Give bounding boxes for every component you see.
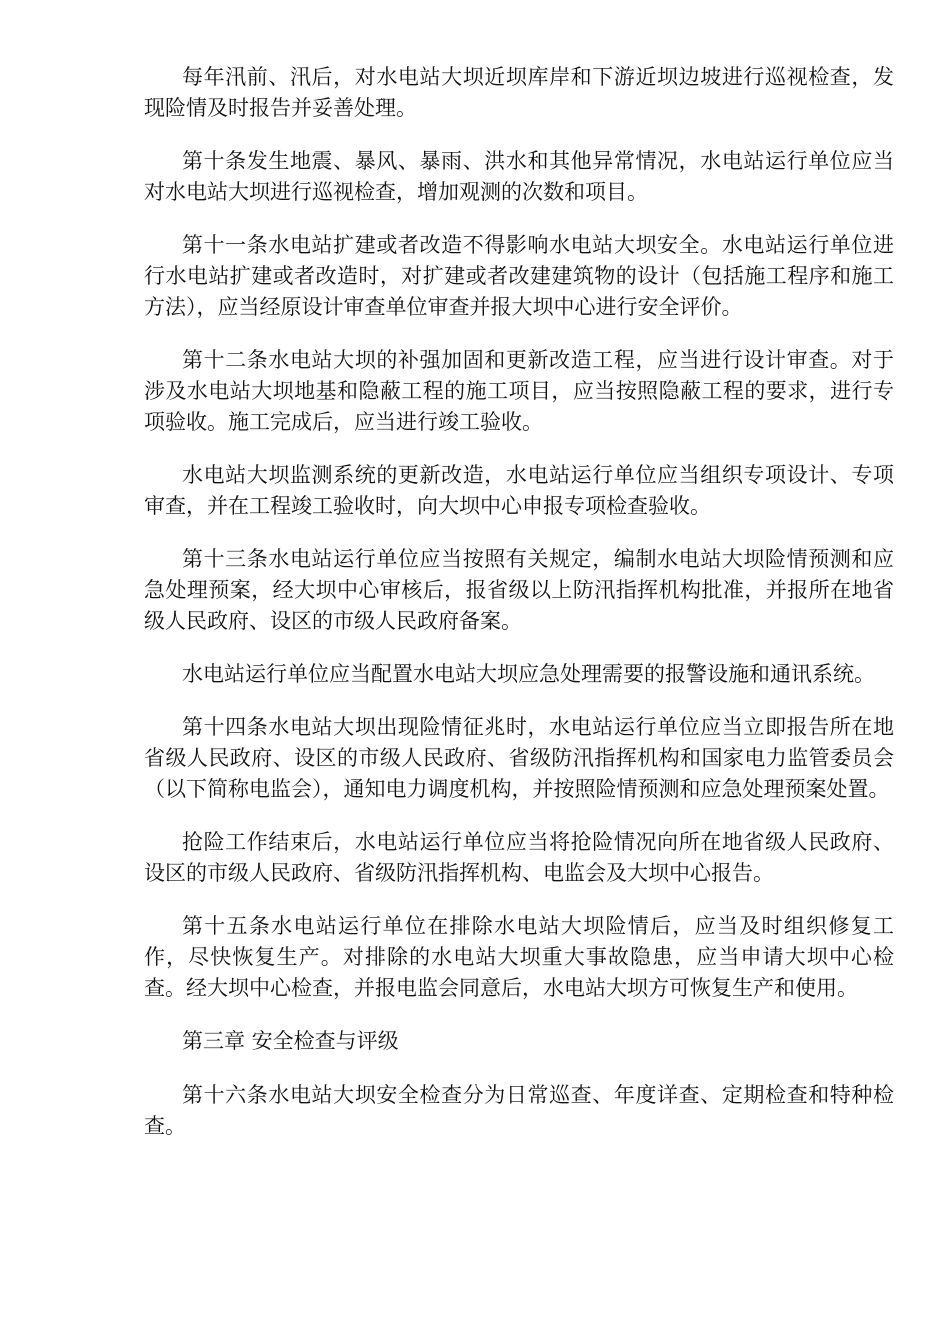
paragraph-flood-season-inspection: 每年汛前、汛后，对水电站大坝近坝库岸和下游近坝边坡进行巡视检查，发现险情及时报告并妥善处理。 — [144, 65, 894, 120]
paragraph-article-12: 第十二条水电站大坝的补强加固和更新改造工程，应当进行设计审查。对于涉及水电站大坝地基和隐蔽工程的施工项目，应当按照隐蔽工程的要求，进行专项验收。施工完成后，应当进行竣工验收。 — [144, 348, 894, 434]
chapter-heading: 第三章 安全检查与评级 — [182, 1029, 399, 1053]
paragraph-article-16: 第十六条水电站大坝安全检查分为日常巡查、年度详查、定期检查和特种检查。 — [144, 1083, 894, 1138]
paragraph-article-11: 第十一条水电站扩建或者改造不得影响水电站大坝安全。水电站运行单位进行水电站扩建或者改造时，对扩建或者改建建筑物的设计（包括施工程序和施工方法），应当经原设计审查单位审查并报大坝中心进行安全评价。 — [144, 233, 894, 319]
paragraph-article-15: 第十五条水电站运行单位在排除水电站大坝险情后，应当及时组织修复工作，尽快恢复生产。对排除的水电站大坝重大事故隐患，应当申请大坝中心检查。经大坝中心检查，并报电监会同意后，水电站大坝方可恢复生产和使用。 — [144, 914, 894, 1000]
paragraph-rescue-report: 抢险工作结束后，水电站运行单位应当将抢险情况向所在地省级人民政府、设区的市级人民政府、省级防汛指挥机构、电监会及大坝中心报告。 — [144, 830, 894, 885]
paragraph-article-13: 第十三条水电站运行单位应当按照有关规定，编制水电站大坝险情预测和应急处理预案，经大坝中心审核后，报省级以上防汛指挥机构批准，并报所在地省级人民政府、设区的市级人民政府备案。 — [144, 547, 894, 633]
paragraph-monitoring-system: 水电站大坝监测系统的更新改造，水电站运行单位应当组织专项设计、专项审查，并在工程竣工验收时，向大坝中心申报专项检查验收。 — [144, 463, 894, 518]
document-body — [144, 62, 894, 1164]
paragraph-article-14: 第十四条水电站大坝出现险情征兆时，水电站运行单位应当立即报告所在地省级人民政府、设区的市级人民政府、省级防汛指挥机构和国家电力监管委员会（以下简称电监会），通知电力调度机构，并按照险情预测和应急处理预案处置。 — [144, 715, 894, 801]
paragraph-alarm-facilities: 水电站运行单位应当配置水电站大坝应急处理需要的报警设施和通讯系统。 — [182, 662, 875, 686]
paragraph-article-10: 第十条发生地震、暴风、暴雨、洪水和其他异常情况，水电站运行单位应当对水电站大坝进行巡视检查，增加观测的次数和项目。 — [144, 149, 894, 204]
